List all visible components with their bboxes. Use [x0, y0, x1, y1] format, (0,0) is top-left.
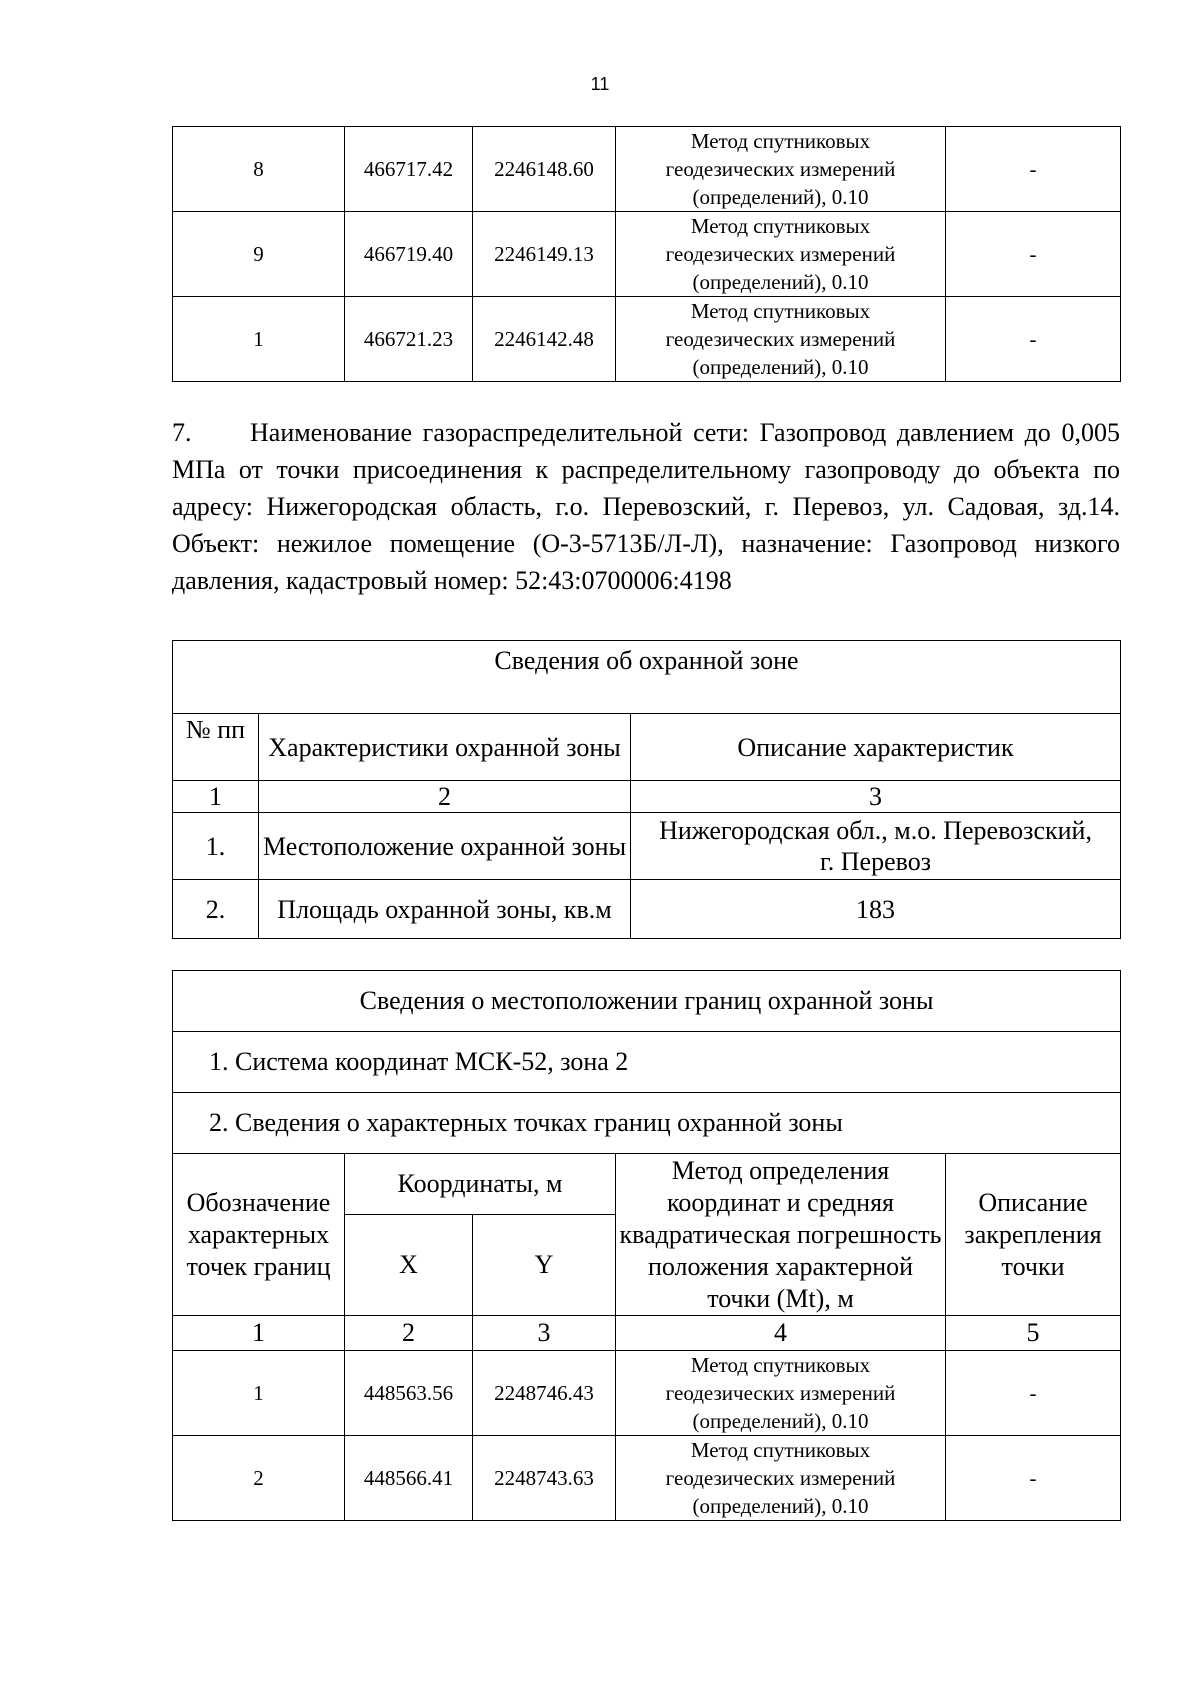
- method-line: геодезических измерений: [665, 242, 896, 266]
- point-cell: 9: [173, 212, 345, 297]
- column-header: № пп: [173, 714, 259, 781]
- column-header-y: Y: [473, 1215, 616, 1316]
- point-cell: 1: [173, 1351, 345, 1436]
- header-row: [173, 714, 1121, 781]
- method-cell: [616, 127, 946, 212]
- table-row: [173, 1436, 1121, 1521]
- method-line: (определений), 0.10: [692, 185, 869, 209]
- row-number: 1.: [173, 813, 259, 880]
- characteristic-cell: Местоположение охранной зоны: [259, 813, 631, 880]
- method-line: Метод спутниковых: [690, 299, 871, 323]
- method-line: Метод спутниковых: [690, 214, 871, 238]
- column-header-fix: Описание закрепления точки: [946, 1154, 1121, 1316]
- table-row: [173, 297, 1121, 382]
- index-cell: 1: [173, 781, 259, 813]
- column-header-coords: Координаты, м: [345, 1154, 616, 1215]
- x-cell: 448563.56: [345, 1351, 473, 1436]
- fix-cell: -: [946, 127, 1121, 212]
- description-line: г. Перевоз: [820, 847, 931, 876]
- fix-cell: -: [946, 1351, 1121, 1436]
- section-number: 7.: [172, 418, 192, 447]
- method-line: геодезических измерений: [665, 327, 896, 351]
- index-cell: 1: [173, 1316, 345, 1351]
- index-cell: 2: [259, 781, 631, 813]
- index-cell: 5: [946, 1316, 1121, 1351]
- method-line: (определений), 0.10: [692, 1409, 869, 1433]
- page-number: 11: [590, 74, 610, 94]
- fix-cell: -: [946, 212, 1121, 297]
- section-text: Наименование газораспределительной сети: Газопровод давлением до 0,005 МПа от точки присоединения к распределительному газопроводу до объекта по адресу: Нижегородская область, г.о. Перевозский, г. Перевоз, ул. Садовая, зд.14. Объект: нежилое помещение (О-3-5713Б/Л-Л), назначение: Газопровод низкого давления, кадастровый номер: 52:43:0700006:4198: [172, 418, 1120, 595]
- y-cell: 2246142.48: [473, 297, 616, 382]
- method-cell: [616, 297, 946, 382]
- description-cell: 183: [631, 880, 1121, 939]
- index-cell: 4: [616, 1316, 946, 1351]
- point-cell: 8: [173, 127, 345, 212]
- characteristic-cell: Площадь охранной зоны, кв.м: [259, 880, 631, 939]
- method-line: (определений), 0.10: [692, 355, 869, 379]
- index-cell: 2: [345, 1316, 473, 1351]
- index-row: [173, 781, 1121, 813]
- method-line: геодезических измерений: [665, 157, 896, 181]
- header-row: [173, 1154, 1121, 1215]
- column-header-method: Метод определения координат и средняя квадратическая погрешность положения характерной точки (Mt), м: [616, 1154, 946, 1316]
- fix-cell: -: [946, 297, 1121, 382]
- boundary-location-table: [172, 970, 1121, 1521]
- y-cell: 2246149.13: [473, 212, 616, 297]
- column-header-x: X: [345, 1215, 473, 1316]
- section-paragraph: [172, 414, 1120, 599]
- x-cell: 448566.41: [345, 1436, 473, 1521]
- method-line: Метод спутниковых: [690, 1353, 871, 1377]
- table-row: [173, 813, 1121, 880]
- method-line: (определений), 0.10: [692, 270, 869, 294]
- y-cell: 2246148.60: [473, 127, 616, 212]
- coordinate-system: 1. Система координат МСК-52, зона 2: [173, 1032, 1121, 1093]
- column-header-point: Обозначение характерных точек границ: [173, 1154, 345, 1316]
- column-header: Характеристики охранной зоны: [259, 714, 631, 781]
- index-row: [173, 1316, 1121, 1351]
- table-row: [173, 212, 1121, 297]
- coordinates-table-continued: [172, 126, 1121, 382]
- y-cell: 2248746.43: [473, 1351, 616, 1436]
- method-line: геодезических измерений: [665, 1466, 896, 1490]
- table-title: Сведения об охранной зоне: [173, 641, 1121, 714]
- point-cell: 2: [173, 1436, 345, 1521]
- points-subtitle: 2. Сведения о характерных точках границ охранной зоны: [173, 1093, 1121, 1154]
- x-cell: 466717.42: [345, 127, 473, 212]
- fix-cell: -: [946, 1436, 1121, 1521]
- method-line: геодезических измерений: [665, 1381, 896, 1405]
- index-cell: 3: [473, 1316, 616, 1351]
- method-line: Метод спутниковых: [690, 129, 871, 153]
- description-cell: [631, 813, 1121, 880]
- method-cell: [616, 212, 946, 297]
- table-row: [173, 880, 1121, 939]
- table-title: Сведения о местоположении границ охранной зоны: [173, 971, 1121, 1032]
- table-row: [173, 1351, 1121, 1436]
- method-line: Метод спутниковых: [690, 1438, 871, 1462]
- table-row: [173, 127, 1121, 212]
- x-cell: 466719.40: [345, 212, 473, 297]
- protected-zone-table: [172, 640, 1121, 939]
- row-number: 2.: [173, 880, 259, 939]
- method-cell: [616, 1351, 946, 1436]
- point-cell: 1: [173, 297, 345, 382]
- y-cell: 2248743.63: [473, 1436, 616, 1521]
- index-cell: 3: [631, 781, 1121, 813]
- method-cell: [616, 1436, 946, 1521]
- x-cell: 466721.23: [345, 297, 473, 382]
- column-header: Описание характеристик: [631, 714, 1121, 781]
- method-line: (определений), 0.10: [692, 1494, 869, 1518]
- description-line: Нижегородская обл., м.о. Перевозский,: [659, 816, 1092, 845]
